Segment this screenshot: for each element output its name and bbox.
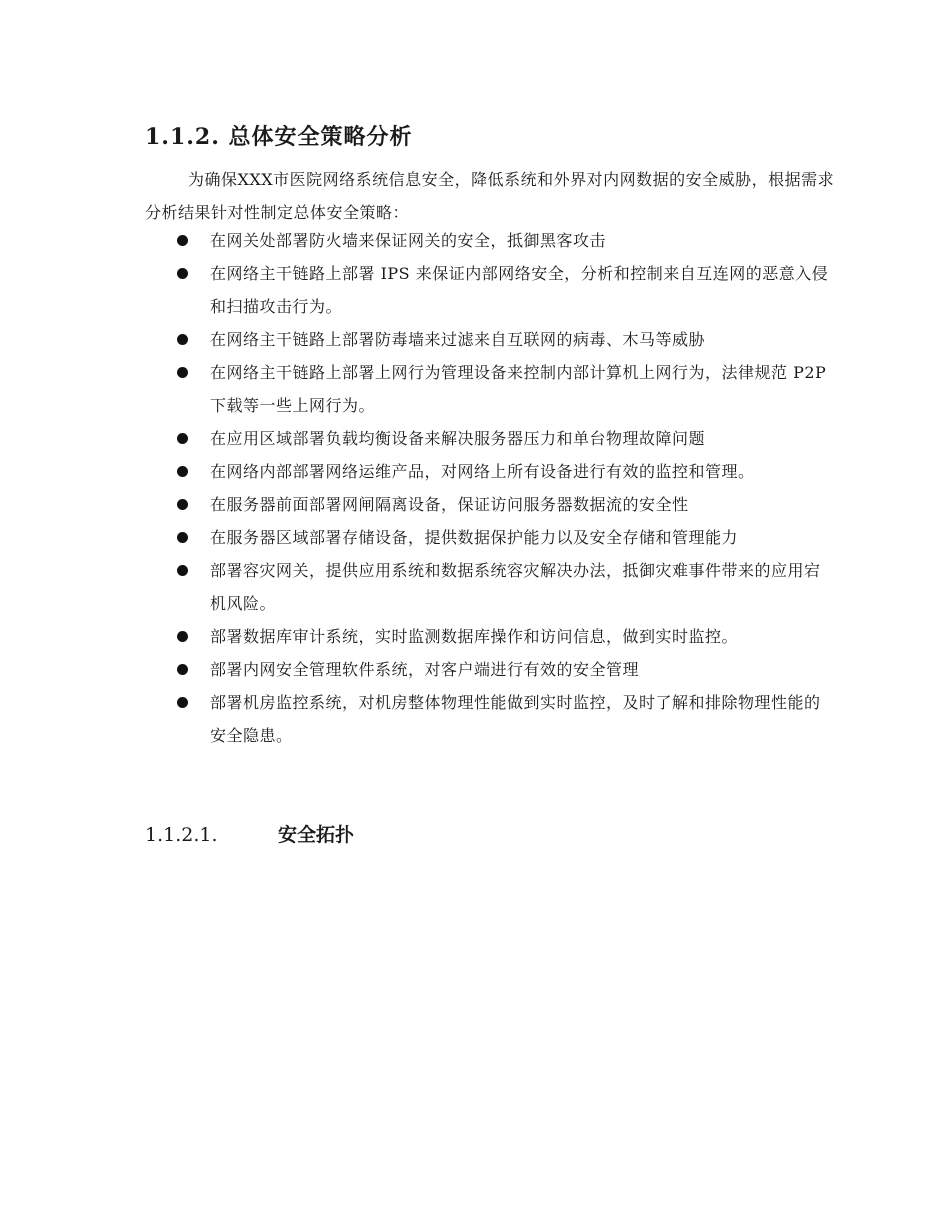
bullet-icon: [177, 664, 188, 675]
list-item: [145, 686, 835, 752]
bullet-icon: [177, 466, 188, 477]
list-item-text: 部署机房监控系统，对机房整体物理性能做到实时监控，及时了解和排除物理性能的安全隐患。: [210, 693, 821, 745]
bullet-icon: [177, 697, 188, 708]
list-item-text: 部署数据库审计系统，实时监测数据库操作和访问信息，做到实时监控。: [210, 627, 739, 646]
subsection-title: 安全拓扑: [278, 824, 355, 846]
list-item: [145, 224, 835, 257]
list-item-text: 在服务器前面部署网闸隔离设备，保证访问服务器数据流的安全性: [210, 495, 689, 514]
bullet-icon: [177, 499, 188, 510]
bullet-icon: [177, 433, 188, 444]
subsection-number: 1.1.2.1.: [145, 824, 218, 846]
list-item-text: 在网络主干链路上部署上网行为管理设备来控制内部计算机上网行为，法律规范 P2P 下载等一些上网行为。: [210, 363, 827, 415]
list-item: [145, 554, 835, 620]
list-item: [145, 323, 835, 356]
list-item-text: 在应用区域部署负载均衡设备来解决服务器压力和单台物理故障问题: [210, 429, 706, 448]
bullet-icon: [177, 268, 188, 279]
list-item-text: 部署容灾网关，提供应用系统和数据系统容灾解决办法，抵御灾难事件带来的应用宕机风险。: [210, 561, 821, 613]
bullet-icon: [177, 532, 188, 543]
bullet-icon: [177, 631, 188, 642]
bullet-icon: [177, 367, 188, 378]
list-item: [145, 356, 835, 422]
list-item: [145, 257, 835, 323]
list-item: [145, 455, 835, 488]
list-item: [145, 521, 835, 554]
list-item: [145, 488, 835, 521]
list-item-text: 在网络内部部署网络运维产品，对网络上所有设备进行有效的监控和管理。: [210, 462, 755, 481]
bullet-icon: [177, 334, 188, 345]
list-item-text: 在服务器区域部署存储设备，提供数据保护能力以及安全存储和管理能力: [210, 528, 739, 547]
bullet-icon: [177, 565, 188, 576]
strategy-list: [145, 224, 835, 752]
list-item: [145, 620, 835, 653]
intro-paragraph: 为确保XXX市医院网络系统信息安全，降低系统和外界对内网数据的安全威胁，根据需求分析结果针对性制定总体安全策略：: [145, 170, 835, 222]
list-item: [145, 422, 835, 455]
list-item-text: 在网络主干链路上部署 IPS 来保证内部网络安全，分析和控制来自互连网的恶意入侵和扫描攻击行为。: [210, 264, 829, 316]
list-item-text: 在网关处部署防火墙来保证网关的安全，抵御黑客攻击: [210, 231, 607, 250]
list-item: [145, 653, 835, 686]
section-heading: 1.1.2. 总体安全策略分析: [145, 124, 413, 150]
subsection-heading: [145, 820, 354, 847]
list-item-text: 部署内网安全管理软件系统，对客户端进行有效的安全管理: [210, 660, 640, 679]
bullet-icon: [177, 235, 188, 246]
list-item-text: 在网络主干链路上部署防毒墙来过滤来自互联网的病毒、木马等威胁: [210, 330, 706, 349]
